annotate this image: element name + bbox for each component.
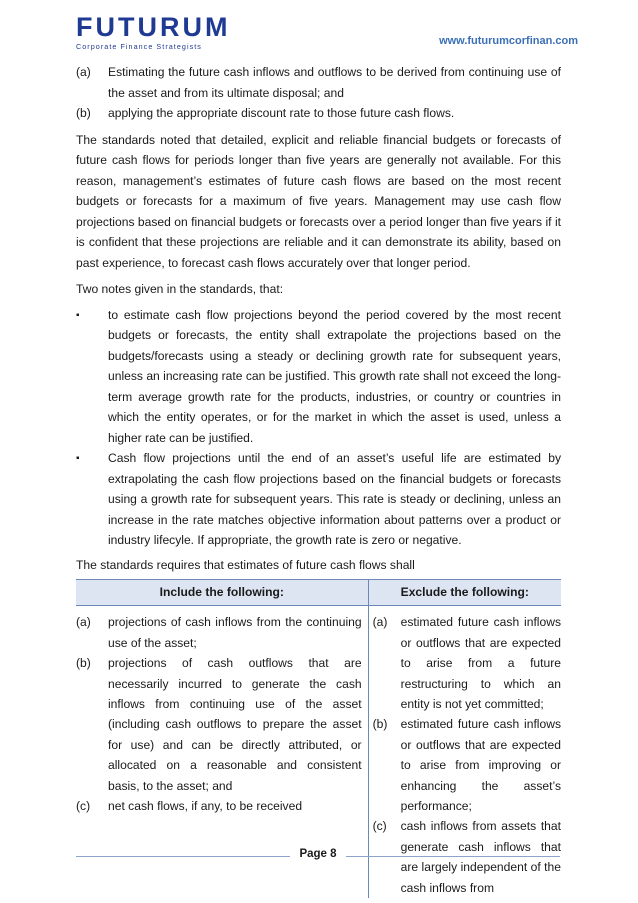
exclude-item bbox=[373, 714, 561, 816]
bullet-marker-icon: ▪ bbox=[76, 309, 80, 321]
paragraph-five-year-forecasts: The standards noted that detailed, explicit and reliable financial budgets or forecasts of future cash flows for periods longer than five years are generally not available. For this reason, management’s estimates of future cash flows are based on the most recent budgets or forecasts for a maximum of five years. Management may use cash flow projections based on financial budgets or forecasts over a period longer than five years if it is confident that these projections are reliable and it can demonstrate its ability, based on past experience, to forecast cash flows accurately over that longer period. bbox=[76, 132, 561, 270]
include-item bbox=[76, 653, 362, 796]
page-number: Page 8 bbox=[299, 848, 337, 860]
company-logo bbox=[76, 14, 236, 51]
logo-wordmark: FUTURUM bbox=[76, 12, 231, 42]
item-text: estimated future cash inflows or outflows that are expected to arise from a future restructuring to which an entity is not yet committed; bbox=[400, 615, 561, 712]
exclude-column bbox=[368, 606, 561, 898]
list-label: (b) bbox=[76, 106, 91, 120]
exclude-item bbox=[373, 816, 561, 898]
footer-divider-right bbox=[346, 856, 560, 857]
bullet-item bbox=[76, 305, 561, 449]
bullet-text: to estimate cash flow projections beyond the period covered by the most recent budgets or forecasts, the entity shall extrapolate the projections based on the budgets/forecasts using a steady or declining growth rate for subsequent years, unless an increasing rate can be justified. This growth rate shall not exceed the long-term average growth rate for the products, industries, or country or countries in which the entity operates, or for the market in which the asset is used, unless a higher rate can be justified. bbox=[108, 307, 561, 445]
website-url[interactable]: www.futurumcorfinan.com bbox=[439, 35, 578, 47]
bullet-text: Cash flow projections until the end of an asset’s useful life are estimated by extrapolating the cash flow projections based on the financial budgets or forecasts using a growth rate for subsequent years. This rate is steady or declining, unless an increase in the rate matches objective information about patterns over a product or industry lifecyle. If appropriate, the growth rate is zero or negative. bbox=[108, 451, 561, 547]
paragraph-two-notes: Two notes given in the standards, that: bbox=[76, 282, 284, 296]
item-label: (a) bbox=[76, 615, 91, 630]
logo-tagline: Corporate Finance Strategists bbox=[76, 42, 202, 51]
item-label: (a) bbox=[372, 615, 388, 630]
bullet-item bbox=[76, 448, 561, 551]
item-label: (c) bbox=[372, 819, 387, 834]
include-header: Include the following: bbox=[76, 580, 368, 606]
include-item bbox=[76, 612, 362, 653]
list-item bbox=[76, 62, 561, 103]
item-label: (b) bbox=[76, 656, 91, 671]
bullet-list bbox=[76, 305, 561, 551]
item-text: net cash flows, if any, to be received bbox=[108, 799, 303, 814]
item-label: (c) bbox=[76, 799, 91, 814]
list-label: (a) bbox=[76, 65, 91, 79]
item-text: estimated future cash inflows or outflows that are expected to arise from improving or enhancing the asset’s performance; bbox=[400, 717, 561, 814]
item-label: (b) bbox=[372, 717, 388, 732]
item-text: projections of cash inflows from the continuing use of the asset; bbox=[108, 615, 362, 650]
list-item bbox=[76, 103, 561, 124]
include-item bbox=[76, 796, 362, 816]
page-content bbox=[76, 62, 561, 898]
exclude-header: Exclude the following: bbox=[368, 580, 561, 606]
item-text: cash inflows from assets that generate cash inflows that are largely independent of the cash inflows from bbox=[400, 819, 561, 895]
footer-divider-left bbox=[76, 856, 290, 857]
list-text: applying the appropriate discount rate to those future cash flows. bbox=[108, 106, 455, 120]
paragraph-table-lead: The standards requires that estimates of future cash flows shall bbox=[76, 557, 415, 572]
exclude-item bbox=[373, 612, 561, 714]
bullet-marker-icon: ▪ bbox=[76, 453, 80, 464]
list-text: Estimating the future cash inflows and outflows to be derived from continuing use of the asset and from its ultimate disposal; and bbox=[108, 65, 561, 100]
item-text: projections of cash outflows that are necessarily incurred to generate the cash inflows from continuing use of the asset (including cash outflows to prepare the asset for use) and can be directly attributed, or allocated on a reasonable and consistent basis, to the asset; and bbox=[108, 656, 362, 793]
